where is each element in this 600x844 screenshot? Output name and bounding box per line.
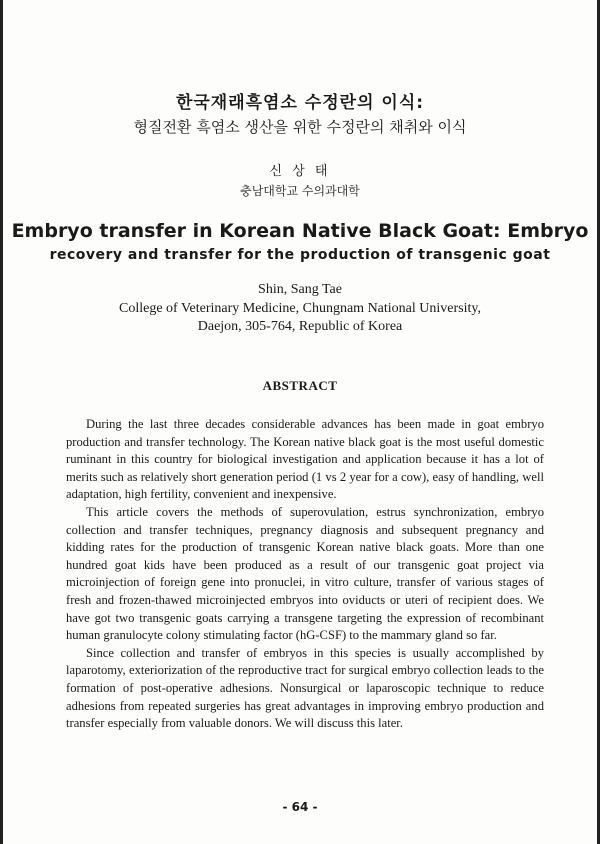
- abstract-heading: ABSTRACT: [262, 378, 338, 393]
- affiliation-line1: College of Veterinary Medicine, Chungnam National University,: [119, 301, 481, 316]
- abstract-body: [66, 416, 544, 733]
- abstract-paragraph: Since collection and transfer of embryos in this species is usually accomplished by laparotomy, exteriorization of the reproductive tract for surgical embryo collection leads to the formation of post-operative adhesions. Nonsurgical or laparoscopic technique to reduce adhesions from repeated surgeries has great advantages in improving embryo production and transfer especially from valuable donors. We will discuss this later.: [66, 645, 544, 731]
- english-title-line1: Embryo transfer in Korean Native Black Goat: Embryo: [11, 220, 589, 242]
- page-number: - 64 -: [282, 800, 318, 814]
- korean-affiliation: 충남대학교 수의과대학: [240, 184, 360, 198]
- english-affiliation: [0, 300, 600, 336]
- abstract-paragraph: This article covers the methods of superovulation, estrus synchronization, embryo collection and transfer techniques, pregnancy diagnosis and subsequent pregnancy and kidding rates for the production of transgenic Korean native black goats. More than one hundred goat kids have been produced as a result of our transgenic goat project via microinjection of foreign gene into pronuclei, in vitro culture, transfer of various stages of fresh and frozen-thawed microinjected embryos into oviducts or uteri of recipient does. We have got two transgenic goats carrying a transgene targeting the expression of recombinant human granulocyte colony stimulating factor (hG-CSF) to the mammary gland so far.: [66, 504, 544, 643]
- english-author: Shin, Sang Tae: [258, 282, 342, 297]
- affiliation-line2: Daejon, 305-764, Republic of Korea: [197, 319, 403, 334]
- korean-author: 신 상 태: [269, 164, 331, 179]
- english-title-line2: recovery and transfer for the production of transgenic goat: [49, 247, 551, 263]
- korean-title-line1: 한국재래흑염소 수정란의 이식:: [175, 93, 425, 113]
- abstract-paragraph: During the last three decades considerable advances has been made in goat embryo production and transfer technology. The Korean native black goat is the most useful domestic ruminant in this country for biological investigation and application because it has a lot of merits such as relatively short generation period (1 vs 2 year for a cow), easy of handling, well adaptation, high fertility, convenient and inexpensive.: [66, 417, 544, 502]
- korean-title-line2: 형질전환 흑염소 생산을 위한 수정란의 채취와 이식: [133, 118, 467, 136]
